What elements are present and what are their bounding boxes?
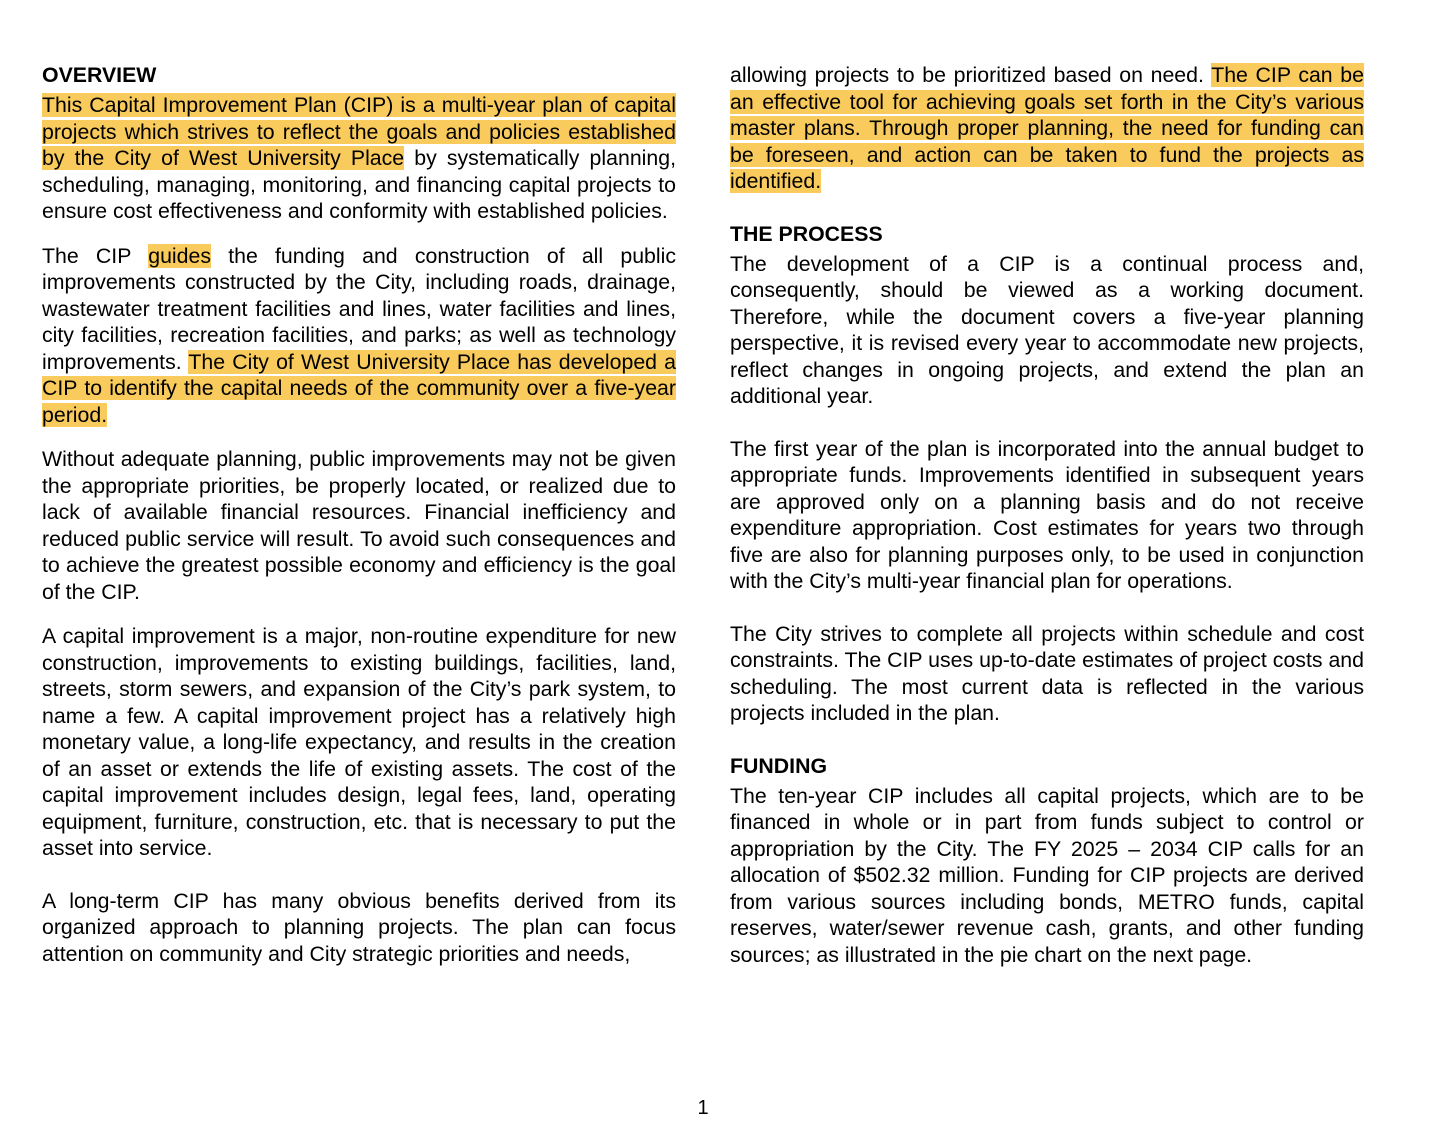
paragraph-text: The CIP [42,243,149,268]
right-column [730,62,1364,968]
overview-paragraph-1 [42,92,676,225]
page-number: 1 [697,1097,709,1119]
left-column [42,62,676,967]
process-paragraph-3: The City strives to complete all projects within schedule and cost constraints. The CIP uses up-to-date estimates of project costs and scheduling. The most current data is reflected in the various projects included in the plan. [730,621,1364,725]
overview-paragraph-2 [42,243,676,429]
funding-paragraph-1: The ten-year CIP includes all capital projects, which are to be financed in whole or in part from funds subject to control or appropriation by the City. The FY 2025 – 2034 CIP calls for an allocation of $502.32 million. Funding for CIP projects are derived from various sources including bonds, METRO funds, capital reserves, water/sewer revenue cash, grants, and other funding sources; as illustrated in the pie chart on the next page. [730,783,1364,967]
paragraph-text: the funding and construction of all public improvements constructed by the City, including roads, drainage, wastewater treatment facilities and lines, water facilities and lines, city facilities, recreation facilities, and parks; as well as technology improvements. [42,243,676,374]
funding-heading: FUNDING [730,753,828,778]
paragraph-text: by systematically planning, scheduling, managing, monitoring, and financing capital projects to ensure cost effectiveness and conformity with established policies. [42,146,676,223]
paragraph-text: allowing projects to be prioritized based on need. [730,63,1212,87]
process-paragraph-2: The first year of the plan is incorporated into the annual budget to appropriate funds. Improvements identified in subsequent years are approved only on a planning basis and do not receive expenditure appropriation. Cost estimates for years two through five are also for planning purposes only, to be used in conjunction with the City’s multi-year financial plan for operations. [730,436,1364,593]
process-paragraph-1: The development of a CIP is a continual process and, consequently, should be viewed as a working document. Therefore, while the document covers a five-year planning perspective, it is revised every year to accommodate new projects, reflect changes in ongoing projects, and extend the plan an additional year. [730,251,1364,408]
overview-heading: OVERVIEW [42,63,157,87]
highlighted-text: guides [148,243,211,268]
overview-paragraph-5-continued [730,62,1364,195]
overview-paragraph-5: A long-term CIP has many obvious benefits derived from its organized approach to planning projects. The plan can focus attention on community and City strategic priorities and needs, [42,888,676,966]
highlighted-text: This Capital Improvement Plan (CIP) is a multi-year plan of capital projects which strives to reflect the goals and policies established by the City of West University Place [42,93,676,170]
process-heading: THE PROCESS [730,221,883,246]
overview-paragraph-3: Without adequate planning, public improvements may not be given the appropriate priorities, be properly located, or realized due to lack of available financial resources. Financial inefficiency and reduced public service will result. To avoid such consequences and to achieve the greatest possible economy and efficiency is the goal of the CIP. [42,447,676,604]
highlighted-text: The CIP can be an effective tool for achieving goals set forth in the City’s various master plans. Through proper planning, the need for funding can be foreseen, and action can be taken to fund the projects as identified. [730,63,1364,193]
overview-paragraph-4: A capital improvement is a major, non-routine expenditure for new construction, improvements to existing buildings, facilities, land, streets, storm sewers, and expansion of the City’s park system, to name a few. A capital improvement project has a relatively high monetary value, a long-life expectancy, and results in the creation of an asset or extends the life of existing assets. The cost of the capital improvement includes design, legal fees, land, operating equipment, furniture, construction, etc. that is necessary to put the asset into service. [42,624,676,860]
highlighted-text: The City of West University Place has developed a CIP to identify the capital needs of the community over a five-year period. [42,349,676,427]
